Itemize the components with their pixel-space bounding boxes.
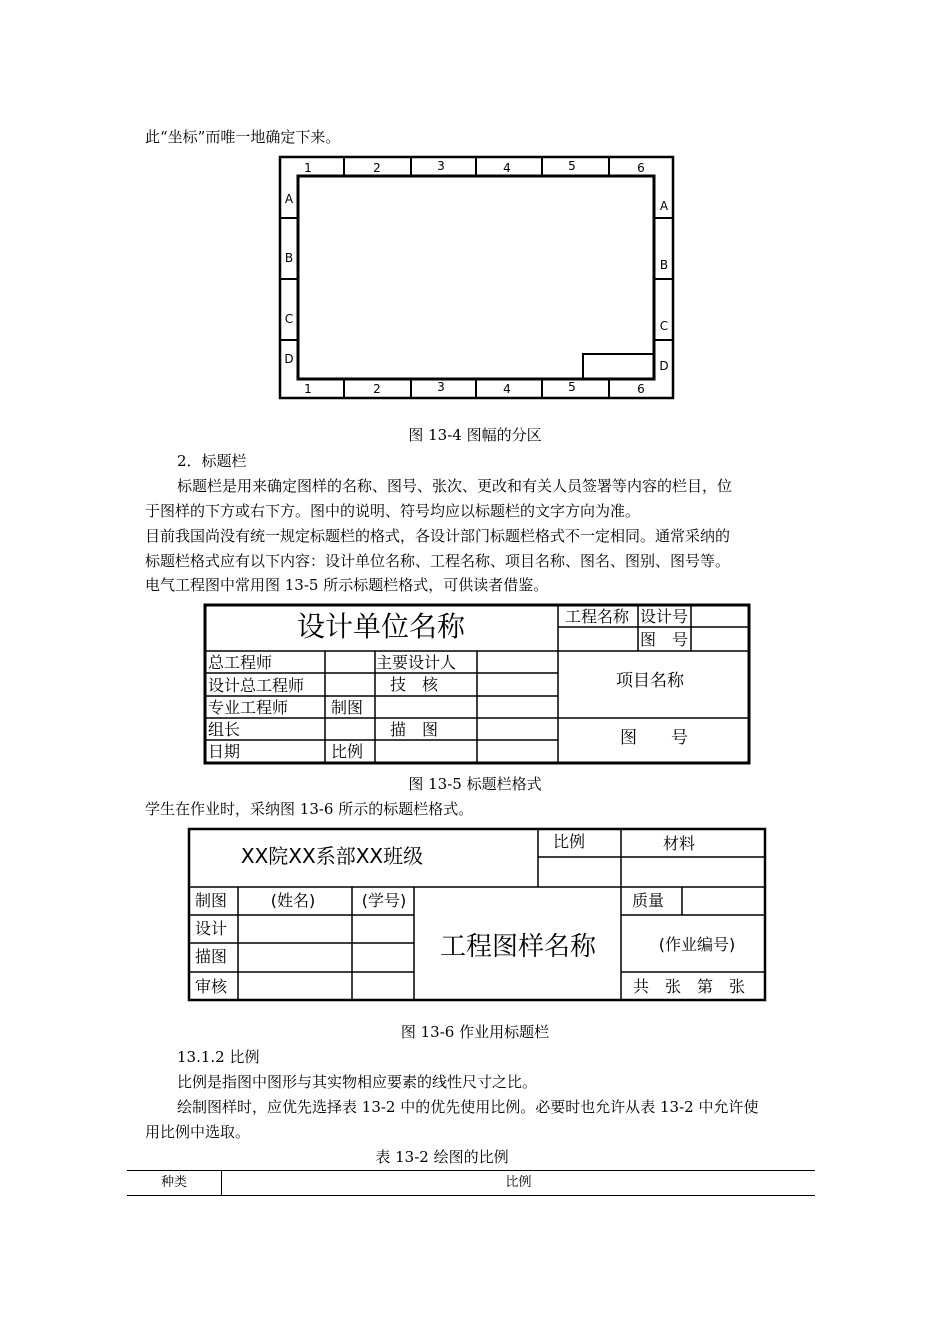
quality-label: 质量: [631, 891, 665, 910]
student-paragraph: 学生在作业时，采纳图 13-6 所示的标题栏格式。: [145, 800, 474, 818]
chief-engineer-label: 总工程师: [208, 653, 273, 672]
figure-13-6-caption: 图 13-6 作业用标题栏: [400, 1023, 550, 1041]
right-zone-c: C: [659, 319, 669, 333]
name-placeholder: (姓名): [270, 891, 316, 910]
scale-label: 比例: [552, 832, 586, 851]
title-bar-paragraph-2a: 目前我国尚没有统一规定标题栏的格式，各设计部门标题栏格式不一定相同。通常采纳的: [145, 527, 731, 545]
checker-label: 技 核: [389, 675, 439, 694]
homework-no-placeholder: (作业编号): [658, 935, 736, 954]
scale-paragraph-2a: 绘制图样时，应优先选择表 13-2 中的优先使用比例。必要时也允许从表 13-2 中允许使: [177, 1098, 759, 1116]
left-zone-b: B: [284, 251, 294, 265]
table-header-kind: 种类: [127, 1171, 222, 1195]
drawing-no-label: 图 号: [620, 728, 688, 748]
scale-label: 比例: [331, 742, 364, 761]
main-designer-label: 主要设计人: [376, 653, 457, 672]
scale-paragraph-1: 比例是指图中图形与其实物相应要素的线性尺寸之比。: [177, 1073, 538, 1091]
top-zone-6: 6: [637, 161, 645, 175]
scale-paragraph-2b: 用比例中选取。: [145, 1123, 251, 1141]
design-unit-name: 设计单位名称: [296, 610, 466, 643]
design-label: 设计: [195, 919, 228, 938]
bottom-zone-6: 6: [637, 382, 645, 396]
tracing-label: 描 图: [389, 720, 439, 739]
title-bar-paragraph-1a: 标题栏是用来确定图样的名称、图号、张次、更改和有关人员签署等内容的栏目，位: [177, 477, 733, 495]
top-zone-1: 1: [304, 161, 312, 175]
design-no-label: 设计号: [639, 607, 689, 626]
inner-frame: [298, 176, 654, 379]
top-zone-3: 3: [437, 159, 445, 173]
review-label: 审核: [195, 977, 228, 996]
outer-frame: [280, 157, 673, 398]
project-name-label: 工程名称: [564, 607, 630, 626]
figure-13-5-caption: 图 13-5 标题栏格式: [408, 775, 542, 793]
table-13-2-title: 表 13-2 绘图的比例: [375, 1148, 509, 1166]
left-zone-d: D: [284, 352, 294, 366]
drafting-label: 制图: [331, 698, 364, 717]
left-zone-a: A: [284, 192, 294, 206]
title-bar-paragraph-2c: 电气工程图中常用图 13-5 所示标题栏格式，可供读者借鉴。: [145, 576, 549, 594]
right-zone-d: D: [659, 359, 669, 373]
material-label: 材料: [662, 834, 696, 853]
design-chief-engineer-label: 设计总工程师: [208, 676, 305, 695]
title-bar-paragraph-2b: 标题栏格式应有以下内容：设计单位名称、工程名称、项目名称、图名、图别、图号等。: [145, 552, 731, 570]
right-zone-b: B: [659, 258, 669, 272]
group-leader-label: 组长: [208, 720, 241, 739]
right-zone-a: A: [659, 199, 669, 213]
student-no-placeholder: (学号): [361, 891, 407, 910]
tracing-label: 描图: [195, 947, 228, 966]
drawing-no-small-label: 图 号: [639, 630, 689, 649]
table-13-2: [127, 1170, 815, 1196]
bottom-zone-4: 4: [503, 382, 511, 396]
intro-paragraph: 此“坐标”而唯一地确定下来。: [145, 128, 341, 146]
bottom-zone-1: 1: [304, 382, 312, 396]
title-block-corner: [583, 354, 654, 379]
top-zone-4: 4: [503, 161, 511, 175]
bottom-zone-5: 5: [568, 380, 576, 394]
bottom-zone-2: 2: [373, 382, 381, 396]
title-bar-paragraph-1b: 于图样的下方或右下方。图中的说明、符号均应以标题栏的文字方向为准。: [145, 502, 641, 520]
date-label: 日期: [208, 742, 241, 761]
section-2-heading: 2．标题栏: [177, 452, 247, 470]
item-name-label: 项目名称: [616, 671, 684, 691]
top-zone-5: 5: [568, 159, 576, 173]
figure-13-4-caption: 图 13-4 图幅的分区: [408, 426, 542, 444]
drawing-title: 工程图样名称: [439, 932, 597, 962]
section-13-1-2-heading: 13.1.2 比例: [177, 1048, 260, 1066]
left-zone-c: C: [284, 312, 294, 326]
sheets-count: 共 张 第 张: [632, 977, 746, 996]
top-zone-2: 2: [373, 161, 381, 175]
table-header-scale: 比例: [505, 1175, 532, 1190]
school-department-class: XX院XX系部XX班级: [240, 844, 424, 868]
professional-engineer-label: 专业工程师: [208, 698, 289, 717]
bottom-zone-3: 3: [437, 380, 445, 394]
drafted-label: 制图: [195, 891, 228, 910]
